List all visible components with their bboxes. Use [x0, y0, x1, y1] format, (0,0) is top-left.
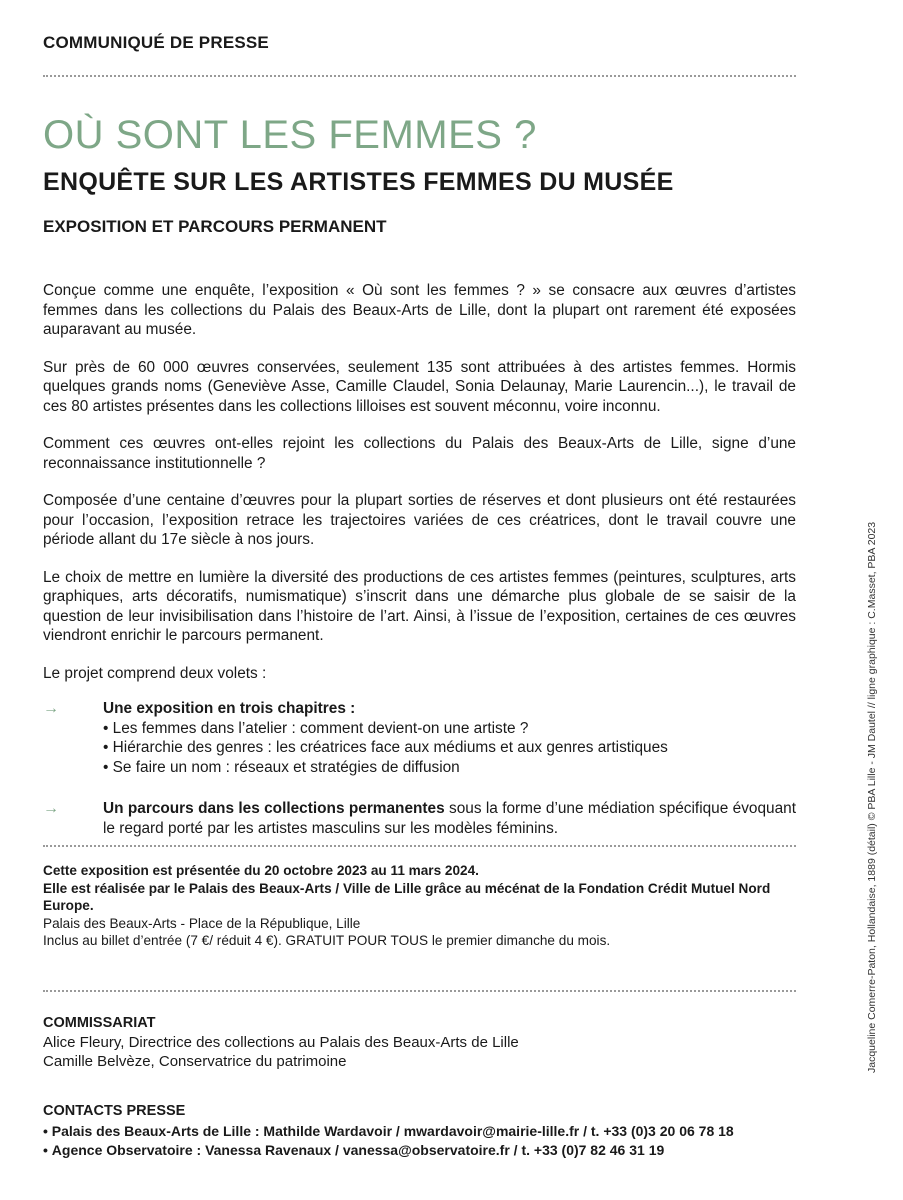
part-2-description: sous la forme d’une médiation spécifique évoquant le regard porté par les artistes masculins sur les modèles féminins.	[103, 800, 796, 837]
paragraph-2: Sur près de 60 000 œuvres conservées, seulement 135 sont attribuées à des artistes femmes. Hormis quelques grands noms (Geneviève Asse, Camille Claudel, Sonia Delaunay, Marie Laurencin...), le travail de ces 80 artistes présentes dans les collections lilloises est souvent méconnu, voire inconnu.	[43, 358, 796, 415]
image-credit: Jacqueline Comerre-Paton, Hollandaise, 1889 (détail) © PBA Lille - JM Dautel // ligne graphique : C.Masset, PBA 2023	[866, 521, 878, 1073]
project-part-2	[43, 799, 796, 838]
body-text	[43, 281, 796, 838]
curator-1: Alice Fleury, Directrice des collections au Palais des Beaux-Arts de Lille	[43, 1034, 519, 1051]
dotted-divider	[43, 845, 796, 847]
press-contacts	[43, 1102, 796, 1161]
project-intro: Le projet comprend deux volets :	[43, 664, 267, 682]
list-item: • Les femmes dans l’atelier : comment devient-on une artiste ?	[103, 719, 796, 739]
curator-2: Camille Belvèze, Conservatrice du patrimoine	[43, 1053, 347, 1070]
project-part-1	[43, 699, 796, 777]
exhibition-dates: Cette exposition est présentée du 20 octobre 2023 au 11 mars 2024.	[43, 863, 479, 878]
part-2-heading: Un parcours dans les collections permanentes	[103, 800, 445, 817]
contacts-label: CONTACTS PRESSE	[43, 1103, 186, 1119]
paragraph-5: Le choix de mettre en lumière la diversité des productions de ces artistes femmes (peintures, sculptures, arts graphiques, arts décoratifs, numismatique) s’inscrit dans une démarche plus globale de se saisir de la question de leur invisibilisation dans l’histoire de l’art. Ainsi, à l’issue de l’exposition, certaines de ces œuvres viendront enrichir le parcours permanent.	[43, 568, 796, 644]
dotted-divider	[43, 75, 796, 77]
exhibition-tickets: Inclus au billet d’entrée (7 €/ réduit 4 €). GRATUIT POUR TOUS le premier dimanche du mois.	[43, 933, 611, 948]
list-item: • Hiérarchie des genres : les créatrices face aux médiums et aux genres artistiques	[103, 738, 796, 758]
commissariat-label: COMMISSARIAT	[43, 1015, 156, 1031]
contact-row: • Agence Observatoire : Vanessa Ravenaux / vanessa@observatoire.fr / t. +33 (0)7 82 46 31 19	[43, 1141, 796, 1161]
part-1-heading: Une exposition en trois chapitres :	[103, 700, 356, 717]
paragraph-1: Conçue comme une enquête, l’exposition « Où sont les femmes ? » se consacre aux œuvres d’artistes femmes dans les collections du Palais des Beaux-Arts de Lille, dont la plupart ont rarement été exposées auparavant au musée.	[43, 282, 796, 338]
page-subtitle: ENQUÊTE SUR LES ARTISTES FEMMES DU MUSÉE	[43, 168, 674, 196]
paragraph-4: Composée d’une centaine d’œuvres pour la plupart sorties de réserves et dont plusieurs ont été restaurées pour l’occasion, l’exposition retrace les trajectoires variées de ces créatrices, dont le travail couvre une période allant du 17e siècle à nos jours.	[43, 492, 796, 548]
part-2-text	[103, 799, 796, 838]
arrow-right-icon: →	[43, 700, 59, 717]
dotted-divider	[43, 990, 796, 992]
exhibition-sponsor: Elle est réalisée par le Palais des Beaux-Arts / Ville de Lille grâce au mécénat de la Fondation Crédit Mutuel Nord Europe.	[43, 880, 771, 913]
section-heading: EXPOSITION ET PARCOURS PERMANENT	[43, 217, 387, 236]
exhibition-address: Palais des Beaux-Arts - Place de la République, Lille	[43, 915, 361, 931]
chapter-list	[103, 719, 796, 778]
list-item: • Se faire un nom : réseaux et stratégies de diffusion	[103, 758, 796, 778]
document-kicker: COMMUNIQUÉ DE PRESSE	[43, 33, 269, 52]
arrow-right-icon: →	[43, 800, 59, 817]
exhibition-info	[43, 862, 796, 950]
contact-row: • Palais des Beaux-Arts de Lille : Mathilde Wardavoir / mwardavoir@mairie-lille.fr / t. +33 (0)3 20 06 78 18	[43, 1122, 796, 1142]
page-title: OÙ SONT LES FEMMES ?	[43, 113, 537, 157]
commissariat	[43, 1014, 796, 1071]
paragraph-3: Comment ces œuvres ont-elles rejoint les collections du Palais des Beaux-Arts de Lille, signe d’une reconnaissance institutionnelle ?	[43, 435, 796, 472]
